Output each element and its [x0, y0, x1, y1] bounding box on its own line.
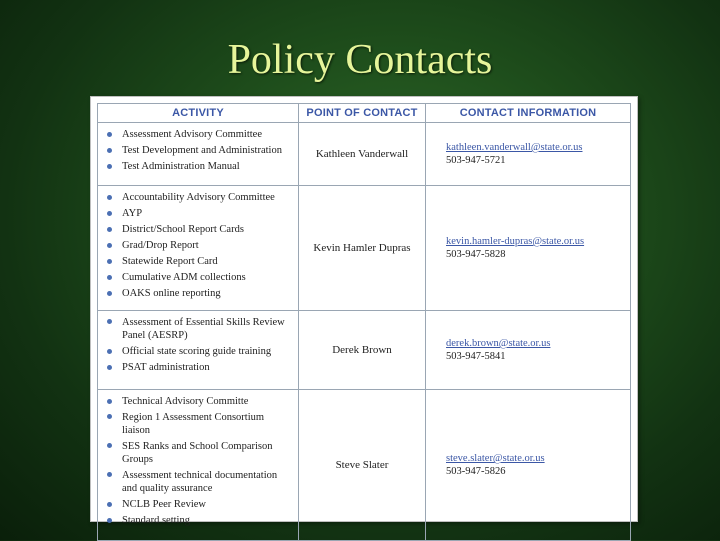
contacts-panel [90, 96, 638, 526]
contact-name: Derek Brown [299, 311, 426, 390]
contact-name: Kevin Hamler Dupras [299, 186, 426, 311]
activity-item: Standard setting [104, 513, 294, 529]
phone-number: 503-947-5826 [446, 466, 506, 477]
activity-cell [98, 186, 299, 311]
contact-name: Kathleen Vanderwall [299, 123, 426, 186]
contacts-table [97, 103, 631, 541]
activity-item: OAKS online reporting [104, 286, 294, 302]
bullet-icon [107, 164, 112, 169]
contact-name: Steve Slater [299, 390, 426, 541]
bullet-icon [107, 211, 112, 216]
activity-item: Cumulative ADM collections [104, 270, 294, 286]
email-link[interactable]: kevin.hamler-dupras@state.or.us [446, 236, 585, 247]
email-link[interactable]: kathleen.vanderwall@state.or.us [446, 142, 583, 153]
activity-item: Official state scoring guide training [104, 344, 294, 360]
bullet-icon [107, 291, 112, 296]
activity-item: Test Development and Administration [104, 143, 294, 159]
activity-item: Assessment technical documentation and quality assurance [104, 468, 294, 497]
table-header-row [98, 104, 631, 123]
activity-item: Region 1 Assessment Consortium liaison [104, 410, 294, 439]
header-point-of-contact: POINT OF CONTACT [299, 104, 426, 123]
bullet-icon [107, 502, 112, 507]
contact-info-cell [426, 123, 631, 186]
activity-cell [98, 390, 299, 541]
bullet-icon [107, 148, 112, 153]
activity-item: PSAT administration [104, 360, 294, 376]
activity-item: AYP [104, 206, 294, 222]
contact-info-cell [426, 311, 631, 390]
contact-info-cell [426, 390, 631, 541]
contact-info-cell [426, 186, 631, 311]
bullet-icon [107, 243, 112, 248]
slide-title: Policy Contacts [227, 37, 493, 83]
activity-cell [98, 311, 299, 390]
activity-list [104, 190, 294, 302]
bullet-icon [107, 472, 112, 477]
activity-list [104, 315, 294, 376]
bullet-icon [107, 518, 112, 523]
activity-item: Statewide Report Card [104, 254, 294, 270]
bullet-icon [107, 399, 112, 404]
email-link[interactable]: steve.slater@state.or.us [446, 453, 545, 464]
bullet-icon [107, 443, 112, 448]
bullet-icon [107, 275, 112, 280]
activity-list [104, 394, 294, 529]
bullet-icon [107, 195, 112, 200]
activity-item: Assessment Advisory Committee [104, 127, 294, 143]
activity-cell [98, 123, 299, 186]
activity-item: Accountability Advisory Committee [104, 190, 294, 206]
activity-item: District/School Report Cards [104, 222, 294, 238]
bullet-icon [107, 414, 112, 419]
activity-item: Technical Advisory Committe [104, 394, 294, 410]
header-activity: ACTIVITY [98, 104, 299, 123]
bullet-icon [107, 132, 112, 137]
table-row [98, 186, 631, 311]
email-link[interactable]: derek.brown@state.or.us [446, 338, 551, 349]
phone-number: 503-947-5841 [446, 351, 506, 362]
bullet-icon [107, 365, 112, 370]
activity-item: Assessment of Essential Skills Review Panel (AESRP) [104, 315, 294, 344]
bullet-icon [107, 349, 112, 354]
phone-number: 503-947-5828 [446, 249, 506, 260]
activity-item: Test Administration Manual [104, 159, 294, 175]
phone-number: 503-947-5721 [446, 155, 506, 166]
table-row [98, 390, 631, 541]
activity-list [104, 127, 294, 175]
activity-item: NCLB Peer Review [104, 497, 294, 513]
activity-item: Grad/Drop Report [104, 238, 294, 254]
bullet-icon [107, 227, 112, 232]
bullet-icon [107, 319, 112, 324]
activity-item: SES Ranks and School Comparison Groups [104, 439, 294, 468]
table-row [98, 311, 631, 390]
bullet-icon [107, 259, 112, 264]
header-contact-information: CONTACT INFORMATION [426, 104, 631, 123]
table-row [98, 123, 631, 186]
